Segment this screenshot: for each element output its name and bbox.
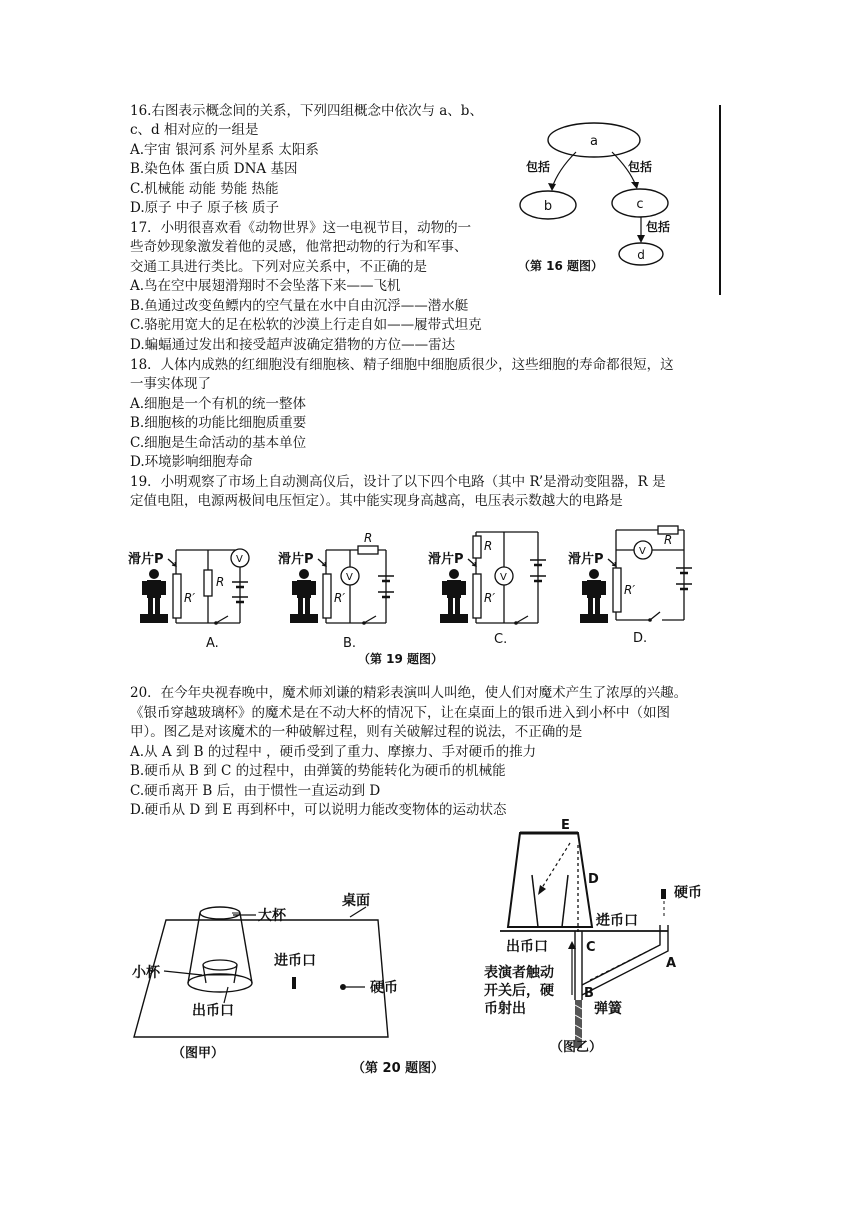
circuit-a xyxy=(128,549,249,651)
jia-table-label: 桌面 xyxy=(342,893,370,909)
jia-big-cup-label: 大杯 xyxy=(258,908,286,924)
q17-option-a: A.鸟在空中展翅滑翔时不会坠落下来——飞机 xyxy=(130,278,401,294)
q16-concept-diagram xyxy=(510,100,740,300)
q18-stem-line-1: 18．人体内成熟的红细胞没有细胞核、精子细胞中细胞质很少，这些细胞的寿命都很短，这 xyxy=(130,357,674,373)
jia-coin-label: 硬币 xyxy=(370,980,398,996)
circuit-b-option-label: B. xyxy=(343,636,357,651)
circuit-c-meter-label: V xyxy=(500,572,507,583)
q20-stem-line-3: 甲）。图乙是对该魔术的一种破解过程，则有关破解过程的说法，不正确的是 xyxy=(130,724,583,740)
q20-stem-line-1: 20．在今年央视春晚中，魔术师刘谦的精彩表演叫人叫绝，使人们对魔术产生了浓厚的兴趣。 xyxy=(130,685,688,701)
q16-stem-line-1: 16.右图表示概念间的关系，下列四组概念中依次与 a、b、 xyxy=(130,103,483,119)
circuit-b-meter-label: V xyxy=(346,572,353,583)
q18-option-d: D.环境影响细胞寿命 xyxy=(130,454,253,470)
fig-jia xyxy=(132,892,398,1061)
yi-spring-label: 弹簧 xyxy=(594,1001,622,1017)
q20-figure xyxy=(120,815,740,1080)
jia-coin-out-label: 出币口 xyxy=(192,1003,234,1019)
q20-figure-caption: （第 20 题图） xyxy=(352,1061,445,1076)
node-d-label: d xyxy=(637,248,645,262)
q19-stem-line-2: 定值电阻，电源两极间电压恒定）。其中能实现身高越高，电压表示数越大的电路是 xyxy=(130,493,623,509)
q20-option-c: C.硬币离开 B 后，由于惯性一直运动到 D xyxy=(130,783,381,799)
yi-coin-in-label: 进币口 xyxy=(596,913,638,929)
circuit-a-option-label: A. xyxy=(206,636,219,651)
circuit-c-resistor-label: R xyxy=(484,539,493,553)
circuit-c-rheostat-label: R′ xyxy=(484,591,496,605)
q18-option-a: A.细胞是一个有机的统一整体 xyxy=(130,396,307,412)
node-c-label: c xyxy=(636,197,644,212)
q17-stem-line-2: 些奇妙现象激发着他的灵感，他常把动物的行为和军事、 xyxy=(130,239,468,255)
yi-C-label: C xyxy=(586,940,596,955)
q16-stem-line-2: c、d 相对应的一组是 xyxy=(130,122,259,138)
q18-stem-line-2: 一事实体现了 xyxy=(130,376,211,392)
circuit-b-resistor-label: R xyxy=(364,531,373,545)
q18-option-b: B.细胞核的功能比细胞质重要 xyxy=(130,415,307,431)
edge-label-cd: 包括 xyxy=(646,220,671,234)
q16-option-d: D.原子 中子 原子核 质子 xyxy=(130,200,280,216)
yi-performer-line-2: 开关后，硬 xyxy=(484,983,554,999)
yi-coin-out-label: 出币口 xyxy=(506,939,548,955)
node-a-label: a xyxy=(590,134,598,149)
circuit-b-rheostat-label: R′ xyxy=(334,591,346,605)
q19-stem-line-1: 19．小明观察了市场上自动测高仪后，设计了以下四个电路（其中 R’是滑动变阻器，R 是 xyxy=(130,474,666,490)
yi-performer-line-1: 表演者触动 xyxy=(484,965,554,981)
circuit-a-resistor-label: R xyxy=(216,575,225,589)
yi-coin-label: 硬币 xyxy=(674,885,702,901)
q19-circuits-figure xyxy=(128,520,708,670)
circuit-a-slider-label: 滑片P xyxy=(128,552,164,567)
circuit-d-rheostat-label: R′ xyxy=(624,583,636,597)
q17-stem-line-1: 17．小明很喜欢看《动物世界》这一电视节目，动物的一 xyxy=(130,220,472,236)
q17-option-c: C.骆驼用宽大的足在松软的沙漠上行走自如——履带式坦克 xyxy=(130,317,482,333)
circuit-d-option-label: D. xyxy=(633,631,648,646)
q16-figure-caption: （第 16 题图） xyxy=(518,259,604,273)
node-b-label: b xyxy=(543,199,553,214)
q18-option-c: C.细胞是生命活动的基本单位 xyxy=(130,435,307,451)
yi-A-label: A xyxy=(666,956,677,971)
circuit-a-rheostat-label: R′ xyxy=(184,591,196,605)
q17-stem-line-3: 交通工具进行类比。下列对应关系中，不正确的是 xyxy=(130,259,427,275)
yi-B-label: B xyxy=(584,986,594,1001)
circuit-d xyxy=(568,526,692,646)
circuit-d-slider-label: 滑片P xyxy=(568,552,604,567)
q16-option-b: B.染色体 蛋白质 DNA 基因 xyxy=(130,161,298,177)
jia-coin-in-label: 进币口 xyxy=(274,953,316,969)
q16-option-a: A.宇宙 银河系 河外星系 太阳系 xyxy=(130,142,319,158)
circuit-c-slider-label: 滑片P xyxy=(428,552,464,567)
yi-performer-line-3: 币射出 xyxy=(484,1001,526,1017)
q20-option-a: A.从 A 到 B 的过程中 ，硬币受到了重力、摩擦力、手对硬币的推力 xyxy=(130,744,537,760)
circuit-b xyxy=(278,531,394,651)
yi-D-label: D xyxy=(588,872,599,887)
circuit-c xyxy=(428,532,546,647)
q17-option-d: D.蝙蝠通过发出和接受超声波确定猎物的方位——雷达 xyxy=(130,337,456,353)
edge-label-ab: 包括 xyxy=(526,160,551,174)
q17-option-b: B.鱼通过改变鱼鳔内的空气量在水中自由沉浮——潜水艇 xyxy=(130,298,469,314)
circuit-d-resistor-label: R xyxy=(664,533,673,547)
yi-caption: （图乙） xyxy=(550,1040,603,1055)
circuit-a-meter-label: V xyxy=(236,554,243,565)
q19-figure-caption: （第 19 题图） xyxy=(358,652,444,666)
edge-label-ac: 包括 xyxy=(628,160,653,174)
q16-option-c: C.机械能 动能 势能 热能 xyxy=(130,181,279,197)
q20-stem-line-2: 《银币穿越玻璃杯》的魔术是在不动大杯的情况下，让在桌面上的银币进入到小杯中（如图 xyxy=(130,705,670,721)
circuit-c-option-label: C. xyxy=(494,632,508,647)
yi-E-label: E xyxy=(561,818,570,833)
fig-yi xyxy=(484,818,702,1055)
circuit-b-slider-label: 滑片P xyxy=(278,552,314,567)
q20-option-d: D.硬币从 D 到 E 再到杯中，可以说明力能改变物体的运动状态 xyxy=(130,802,507,818)
jia-small-cup-label: 小杯 xyxy=(132,965,160,981)
jia-caption: （图甲） xyxy=(172,1046,225,1061)
circuit-d-meter-label: V xyxy=(639,546,646,557)
q20-option-b: B.硬币从 B 到 C 的过程中，由弹簧的势能转化为硬币的机械能 xyxy=(130,763,506,779)
